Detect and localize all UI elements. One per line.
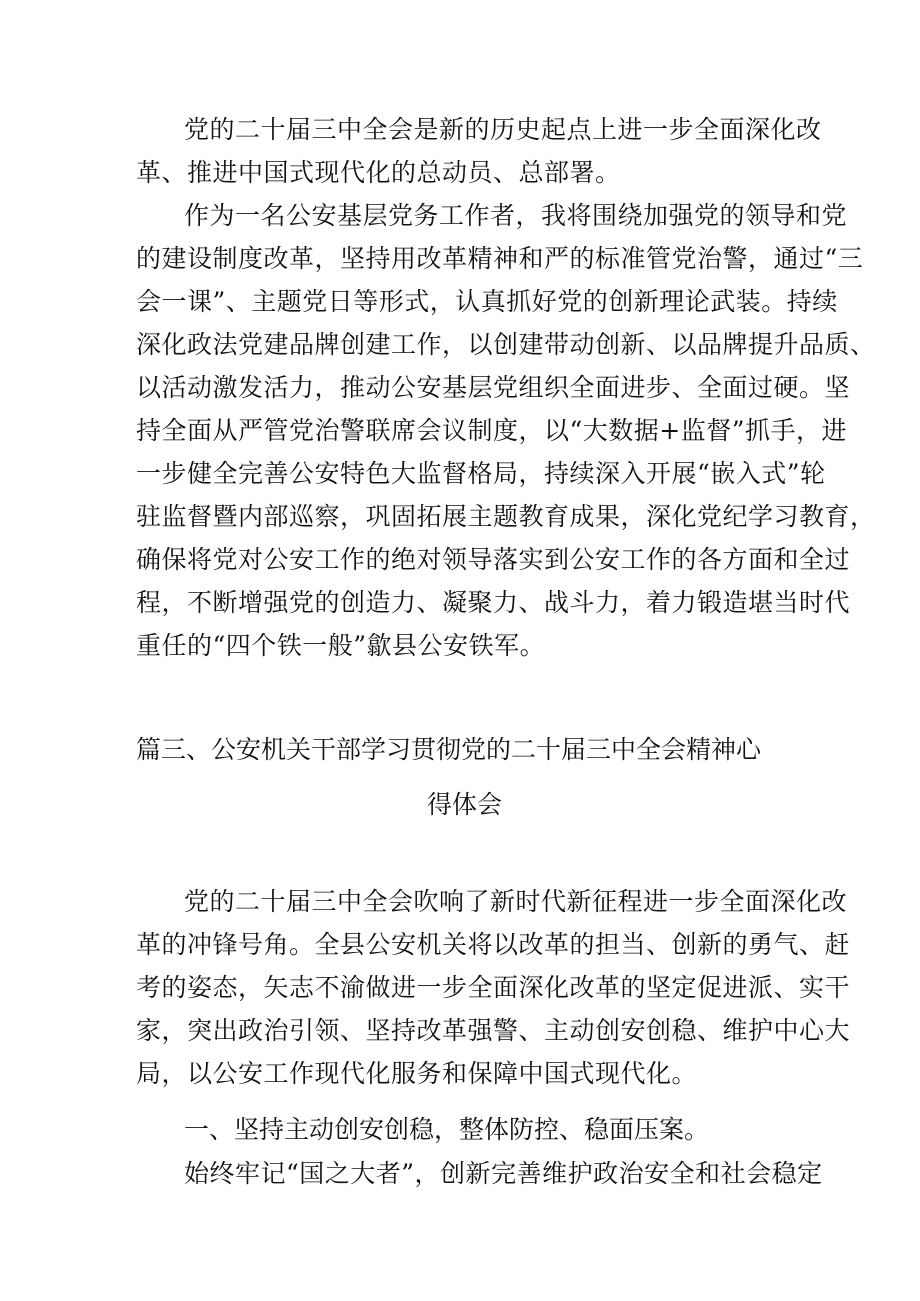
para2-line-11: 重任的“四个铁一般”歙县公安铁军。 <box>136 631 546 660</box>
section-heading-line-2: 得体会 <box>427 790 503 819</box>
para3-line-5: 局，以公安工作现代化服务和保障中国式现代化。 <box>136 1059 698 1088</box>
para1-line-1: 党的二十届三中全会是新的历史起点上进一步全面深化改 <box>184 115 822 144</box>
para2-line-1: 作为一名公安基层党务工作者，我将围绕加强党的领导和党 <box>184 201 848 230</box>
para2-line-8: 驻监督暨内部巡察，巩固拓展主题教育成果，深化党纪学习教育， <box>136 502 876 531</box>
para3-line-1: 党的二十届三中全会吹响了新时代新征程进一步全面深化改 <box>184 887 848 916</box>
para2-line-3: 会一课”、主题党日等形式，认真抓好党的创新理论武装。持续 <box>136 287 838 316</box>
para2-line-10: 程，不断增强党的创造力、凝聚力、战斗力，着力锻造堪当时代 <box>136 588 851 617</box>
para2-line-4: 深化政法党建品牌创建工作，以创建带动创新、以品牌提升品质、 <box>136 330 876 359</box>
section-heading-line-1: 篇三、公安机关干部学习贯彻党的二十届三中全会精神心 <box>136 735 762 764</box>
para1-line-2: 革、推进中国式现代化的总动员、总部署。 <box>136 158 621 187</box>
para2-line-7: 一步健全完善公安特色大监督格局，持续深入开展“嵌入式”轮 <box>136 459 826 488</box>
para2-line-5: 以活动激发活力，推动公安基层党组织全面进步、全面过硬。坚 <box>136 373 851 402</box>
para3-line-2: 革的冲锋号角。全县公安机关将以改革的担当、创新的勇气、赶 <box>136 930 851 959</box>
para2-line-2: 的建设制度改革，坚持用改革精神和严的标准管党治警，通过“三 <box>136 244 864 273</box>
para2-line-6: 持全面从严管党治警联席会议制度，以“大数据+监督”抓手，进 <box>136 416 848 445</box>
subheading: 一、坚持主动创安创稳，整体防控、稳面压案。 <box>184 1115 710 1144</box>
para2-line-9: 确保将党对公安工作的绝对领导落实到公安工作的各方面和全过 <box>136 545 851 574</box>
para3-line-3: 考的姿态，矢志不渝做进一步全面深化改革的坚定促进派、实干 <box>136 973 851 1002</box>
para3-line-4: 家，突出政治引领、坚持改革强警、主动创安创稳、维护中心大 <box>136 1016 851 1045</box>
para4-line-1: 始终牢记“国之大者”，创新完善维护政治安全和社会稳定 <box>184 1159 823 1188</box>
